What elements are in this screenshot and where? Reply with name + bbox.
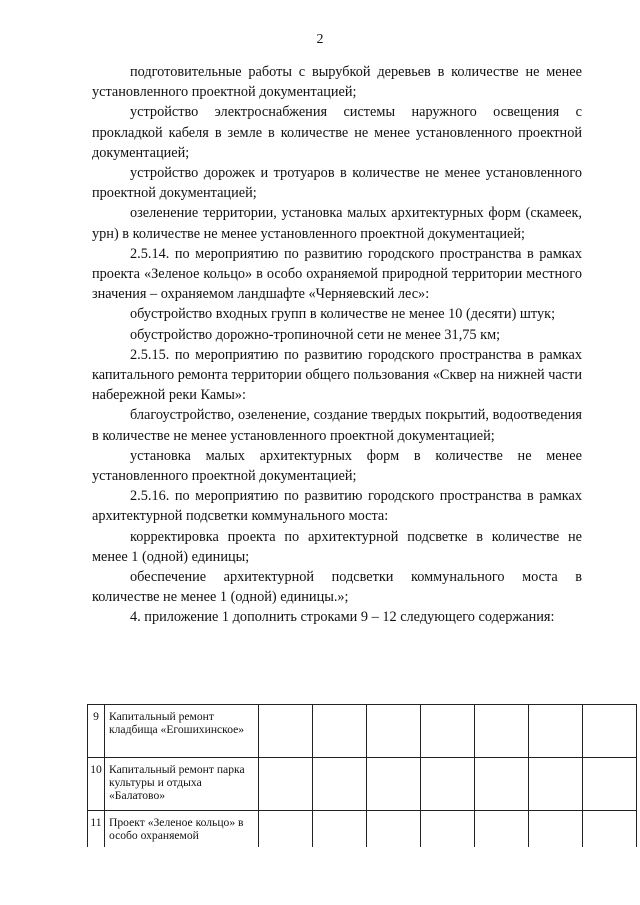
data-table xyxy=(87,704,637,847)
empty-cell xyxy=(529,705,583,758)
empty-cell xyxy=(313,705,367,758)
empty-cell xyxy=(583,705,637,758)
empty-cell xyxy=(421,705,475,758)
paragraph: 4. приложение 1 дополнить строками 9 – 12 следующего содержания: xyxy=(130,609,555,626)
paragraph: обустройство входных групп в количестве не менее 10 (десяти) штук; xyxy=(130,306,556,323)
section-heading-2-5-15: 2.5.15. по мероприятию по развитию городского пространства в рамках капитального ремонта территории общего пользования «Сквер на нижней части набережной реки Камы»: xyxy=(92,346,582,404)
paragraph: подготовительные работы с вырубкой деревьев в количестве не менее установленного проектной документацией; xyxy=(92,64,582,101)
table-row xyxy=(88,705,637,758)
section-heading-2-5-14: 2.5.14. по мероприятию по развитию городского пространства в рамках проекта «Зеленое кольцо» в особо охраняемой природной территории местного значения – охраняемом ландшафте «Черняевский лес»: xyxy=(92,245,582,303)
empty-cell xyxy=(529,758,583,811)
paragraph: установка малых архитектурных форм в количестве не менее установленного проектной документацией; xyxy=(92,447,582,485)
empty-cell xyxy=(421,811,475,848)
empty-cell xyxy=(367,705,421,758)
empty-cell xyxy=(529,811,583,848)
row-name: Проект «Зеленое кольцо» в особо охраняемой xyxy=(105,811,259,848)
paragraph: обустройство дорожно-тропиночной сети не менее 31,75 км; xyxy=(130,326,501,343)
empty-cell xyxy=(475,811,529,848)
empty-cell xyxy=(583,811,637,848)
empty-cell xyxy=(367,811,421,848)
table-row xyxy=(88,811,637,848)
empty-cell xyxy=(475,705,529,758)
empty-cell xyxy=(259,758,313,811)
row-name: Капитальный ремонт парка культуры и отдыха «Балатово» xyxy=(105,758,259,811)
row-number: 10 xyxy=(88,758,105,811)
empty-cell xyxy=(313,758,367,811)
empty-cell xyxy=(475,758,529,811)
row-number: 9 xyxy=(88,705,105,758)
empty-cell xyxy=(313,811,367,848)
paragraph: корректировка проекта по архитектурной подсветке в количестве не менее 1 (одной) единицы; xyxy=(92,528,582,565)
appendix-table xyxy=(87,704,637,847)
page-number: 2 xyxy=(316,32,324,47)
paragraph: обеспечение архитектурной подсветки коммунального моста в количестве не менее 1 (одной) единицы.»; xyxy=(92,569,582,606)
paragraph: устройство электроснабжения системы наружного освещения с прокладкой кабеля в земле в количестве не менее установленного проектной документацией; xyxy=(92,104,582,161)
paragraph: благоустройство, озеленение, создание твердых покрытий, водоотведения в количестве не менее установленного проектной документацией; xyxy=(92,407,582,444)
row-number: 11 xyxy=(88,811,105,848)
empty-cell xyxy=(259,811,313,848)
paragraph: озеленение территории, установка малых архитектурных форм (скамеек, урн) в количестве не менее установленного проектной документацией; xyxy=(92,205,582,242)
empty-cell xyxy=(259,705,313,758)
empty-cell xyxy=(583,758,637,811)
body-text xyxy=(92,62,582,628)
section-heading-2-5-16: 2.5.16. по мероприятию по развитию городского пространства в рамках архитектурной подсветки коммунального моста: xyxy=(92,488,582,525)
paragraph: устройство дорожек и тротуаров в количестве не менее установленного проектной документацией; xyxy=(92,165,582,202)
table-row xyxy=(88,758,637,811)
empty-cell xyxy=(421,758,475,811)
row-name: Капитальный ремонт кладбища «Егошихинское» xyxy=(105,705,259,758)
empty-cell xyxy=(367,758,421,811)
